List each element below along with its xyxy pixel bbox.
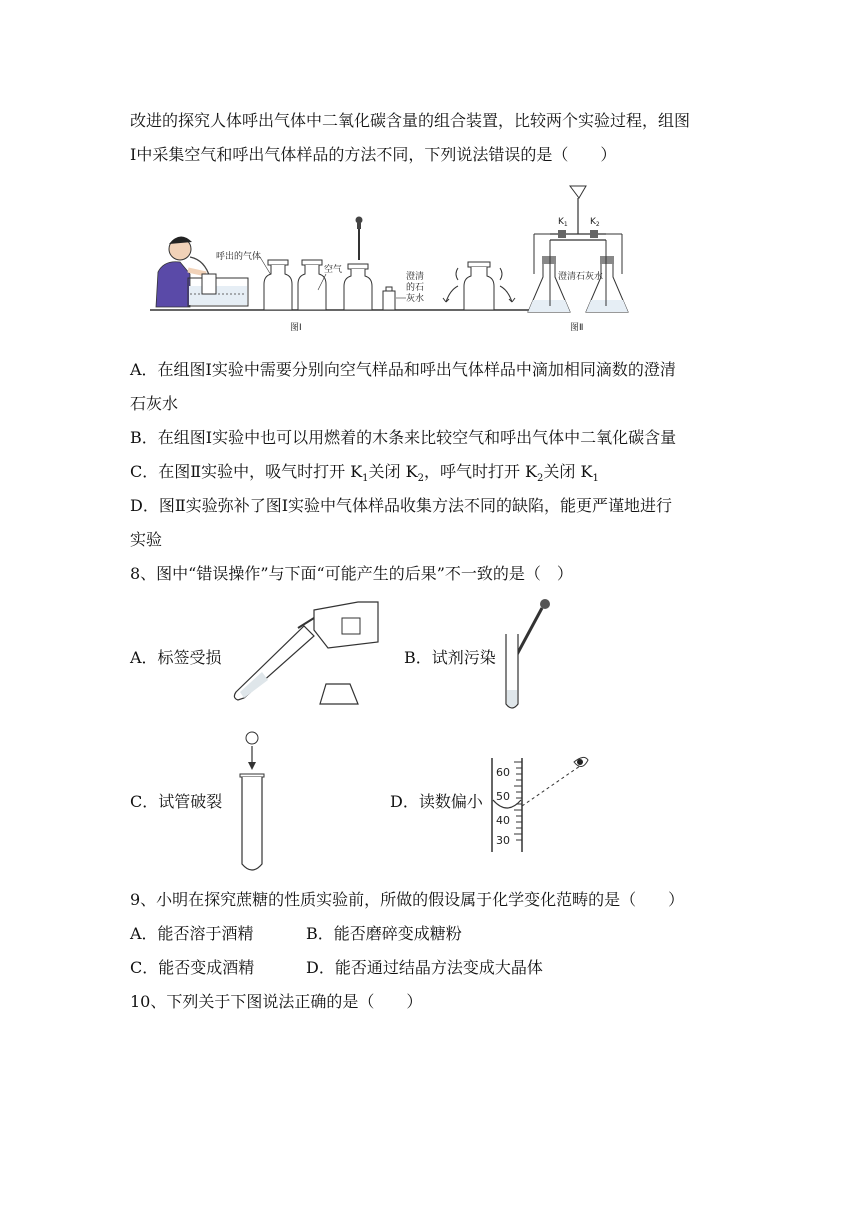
gas-bottle-1 (264, 260, 292, 310)
eye-icon (574, 757, 588, 766)
label-limewater-fig2: 澄清石灰水 (558, 272, 604, 282)
limewater-bottle (383, 287, 395, 310)
label-exhaled-gas: 呼出的气体 (216, 252, 262, 262)
q7-option-d-line1: D．图Ⅱ实验弥补了图Ⅰ实验中气体样品收集方法不同的缺陷，能更严谨地进行 (130, 496, 673, 515)
q8-stem: 8、图中“错误操作”与下面“可能产生的后果”不一致的是（ ） (130, 564, 573, 583)
q8-option-a: A．标签受损 (130, 648, 222, 667)
tick-50: 50 (496, 790, 510, 803)
q9-option-c: C．能否变成酒精 (130, 958, 255, 977)
q7-option-b: B．在组图Ⅰ实验中也可以用燃着的木条来比较空气和呼出气体中二氧化碳含量 (130, 428, 677, 447)
q7-option-c: C．在图Ⅱ实验中，吸气时打开 $K_1$关闭 $K_2$，呼气时打开 $K_2$关闭 $K_1$ (130, 462, 599, 485)
label-air: 空气 (324, 265, 343, 275)
q9-option-d: D．能否通过结晶方法变成大晶体 (306, 958, 543, 977)
q9-option-b: B．能否磨碎变成糖粉 (306, 924, 462, 943)
tick-60: 60 (496, 766, 510, 779)
q8-figure-c-tube (236, 728, 276, 878)
q8-figure-a-pouring (228, 600, 388, 712)
q7-option-d-line2: 实验 (130, 530, 163, 549)
q7-apparatus-figure (150, 182, 650, 337)
q8-option-b: B．试剂污染 (404, 648, 496, 667)
q7-option-a-line2: 石灰水 (130, 394, 179, 413)
label-k2: $K_2$ (590, 217, 600, 228)
label-limewater-2: 的石 (406, 283, 425, 293)
q8-option-d: D．读数偏小 (390, 792, 483, 811)
tick-40: 40 (496, 814, 510, 827)
label-limewater-3: 灰水 (406, 294, 425, 304)
tick-30: 30 (496, 834, 510, 847)
gas-bottle-3 (344, 217, 372, 311)
label-limewater-1: 澄清 (406, 272, 425, 282)
q8-figure-d-cylinder (488, 752, 598, 856)
q9-stem: 9、小明在探究蔗糖的性质实验前，所做的假设属于化学变化范畴的是（ ） (130, 890, 685, 909)
shaking-bottle (443, 262, 515, 310)
q8-option-c: C．试管破裂 (130, 792, 223, 811)
caption-figure-2: 图Ⅱ (570, 323, 584, 333)
q10-stem: 10、下列关于下图说法正确的是（ ） (130, 992, 423, 1011)
q9-option-a: A．能否溶于酒精 (130, 924, 254, 943)
gas-bottle-2 (298, 260, 326, 310)
q7-intro-line2: Ⅰ中采集空气和呼出气体样品的方法不同，下列说法错误的是（ ） (130, 145, 617, 164)
figure-2-apparatus (528, 186, 628, 312)
q8-figure-b-dropper (498, 596, 558, 714)
label-k1: $K_1$ (558, 217, 568, 228)
q7-option-a-line1: A．在组图Ⅰ实验中需要分别向空气样品和呼出气体样品中滴加相同滴数的澄清 (130, 360, 676, 379)
q7-intro-line1: 改进的探究人体呼出气体中二氧化碳含量的组合装置，比较两个实验过程，组图 (130, 111, 691, 130)
caption-figure-1: 图Ⅰ (290, 323, 302, 333)
